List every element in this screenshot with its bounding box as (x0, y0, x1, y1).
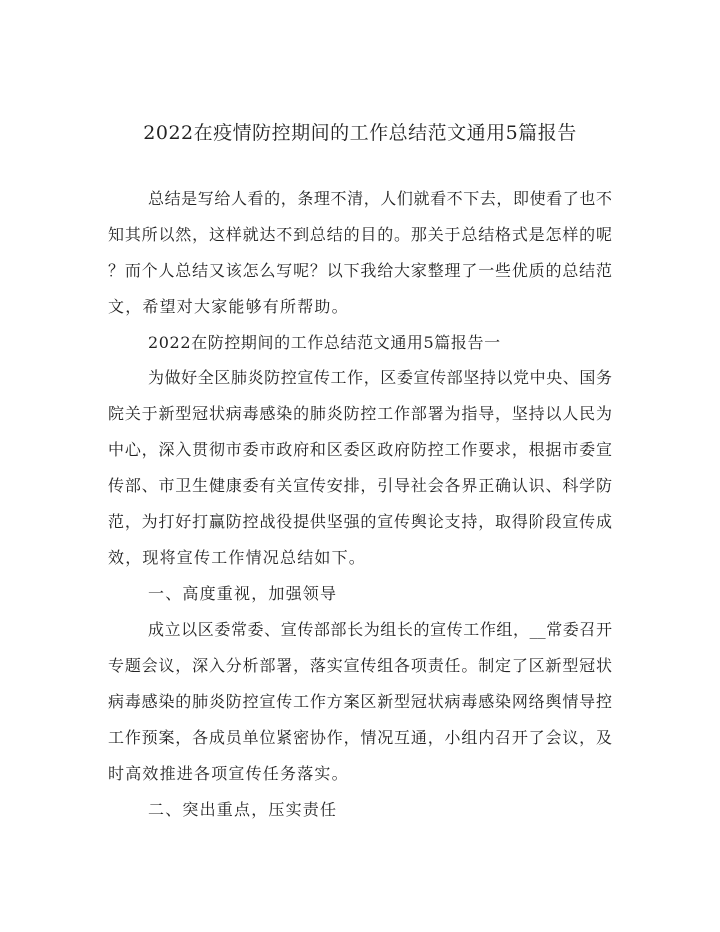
section-heading: 一、高度重视，加强领导 (148, 584, 338, 603)
paragraph-line: ？而个人总结又该怎么写呢？以下我给大家整理了一些优质的总结范 (108, 261, 612, 280)
paragraph-line: 院关于新型冠状病毒感染的肺炎防控工作部署为指导，坚持以人民为 (108, 404, 612, 423)
paragraph-line: 效，现将宣传工作情况总结如下。 (108, 548, 367, 567)
paragraph-line: 中心，深入贯彻市委市政府和区委区政府防控工作要求，根据市委宣 (108, 440, 612, 459)
paragraph-line: 范，为打好打赢防控战役提供坚强的宣传舆论支持，取得阶段宣传成 (108, 512, 612, 531)
section-heading: 二、突出重点，压实责任 (148, 800, 338, 819)
paragraph-line: 时高效推进各项宣传任务落实。 (108, 764, 349, 783)
paragraph-line: 专题会议，深入分析部署，落实宣传组各项责任。制定了区新型冠状 (108, 656, 612, 675)
paragraph-line: 文，希望对大家能够有所帮助。 (108, 297, 349, 316)
paragraph-line: 为做好全区肺炎防控宣传工作，区委宣传部坚持以党中央、国务 (148, 368, 612, 387)
document-title: 2022在疫情防控期间的工作总结范文通用5篇报告 (143, 122, 577, 144)
paragraph-line: 知其所以然，这样就达不到总结的目的。那关于总结格式是怎样的呢 (108, 225, 612, 244)
paragraph-line: 成立以区委常委、宣传部部长为组长的宣传工作组，__常委召开 (148, 620, 612, 639)
paragraph-line: 工作预案，各成员单位紧密协作，情况互通，小组内召开了会议，及 (108, 728, 612, 747)
section-heading: 2022在防控期间的工作总结范文通用5篇报告一 (148, 333, 501, 352)
paragraph-line: 传部、市卫生健康委有关宣传安排，引导社会各界正确认识、科学防 (108, 476, 612, 495)
paragraph-line: 病毒感染的肺炎防控宣传工作方案区新型冠状病毒感染网络舆情导控 (108, 692, 612, 711)
paragraph-line: 总结是写给人看的，条理不清，人们就看不下去，即使看了也不 (148, 189, 612, 208)
